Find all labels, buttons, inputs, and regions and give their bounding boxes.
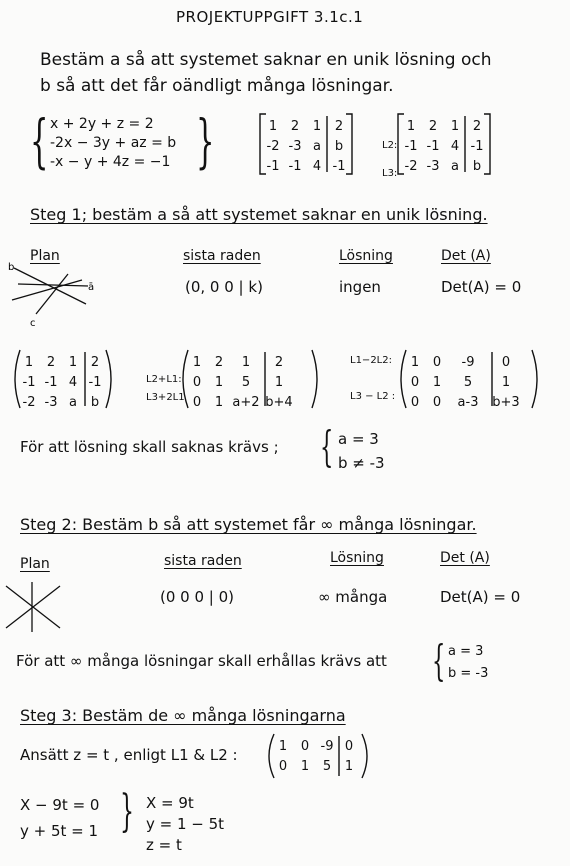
step1-det-value: Det(A) = 0 — [441, 278, 522, 296]
matrix-cell: 1 — [450, 119, 460, 134]
matrix2-right-bracket — [484, 114, 490, 174]
plane-label-c: c — [30, 318, 36, 329]
matrix-cell: a — [451, 159, 459, 174]
step1-matrix-a-left-paren — [15, 350, 20, 408]
matrix2-left-bracket — [398, 114, 404, 174]
step3-eq-left-1: X − 9t = 0 — [20, 796, 100, 814]
step3-text: Ansätt z = t , enligt L1 & L2 : — [20, 746, 238, 764]
matrix-cell: 1 — [241, 355, 251, 370]
step1-cond-b: b ≠ -3 — [338, 454, 385, 472]
step3-eq-right-1: X = 9t — [146, 794, 194, 812]
step1-last-row-value: (0, 0 0 | k) — [185, 278, 263, 296]
matrix-cell: 0 — [501, 355, 511, 370]
matrix-cell: 0 — [278, 759, 288, 774]
matrix-cell: 1 — [268, 119, 278, 134]
step1-matrix-c-left-paren — [401, 350, 406, 408]
matrix-cell: -1 — [22, 375, 36, 390]
matrix-cell: -3 — [44, 395, 58, 410]
matrix-cell: 4 — [312, 159, 322, 174]
matrix-cell: b+4 — [265, 395, 293, 410]
matrix-cell: -1 — [88, 375, 102, 390]
step2-cond-a: a = 3 — [448, 644, 484, 659]
step2-det-value: Det(A) = 0 — [440, 588, 521, 606]
matrix-cell: -1 — [288, 159, 302, 174]
matrix-cell: 2 — [90, 355, 100, 370]
matrix-cell: 5 — [241, 375, 251, 390]
matrix-cell: -3 — [426, 159, 440, 174]
matrix-cell: 5 — [322, 759, 332, 774]
step1-op-c-r3: L3 − L2 : — [350, 391, 396, 402]
matrix-cell: 1 — [344, 759, 354, 774]
equation-2: -2x − 3y + az = b — [50, 135, 177, 151]
step1-col-plan: Plan — [30, 248, 60, 264]
matrix1-left-bracket — [260, 114, 266, 174]
matrix-cell: -9 — [320, 739, 334, 754]
step2-conclusion: För att ∞ många lösningar skall erhållas krävs att — [16, 652, 387, 670]
step1-heading: Steg 1; bestäm a så att systemet saknar en unik lösning. — [30, 205, 488, 224]
matrix-cell: -2 — [266, 139, 280, 154]
plane-label-b: b — [8, 262, 15, 273]
step1-matrix-b-right-paren — [312, 350, 317, 408]
step1-col-det: Det (A) — [441, 248, 491, 264]
matrix-cell: 0 — [432, 395, 442, 410]
step2-col-last-row: sista raden — [164, 553, 242, 569]
plane-label-a: ā — [88, 282, 95, 293]
step1-matrix-b-left-paren — [183, 350, 188, 408]
step3-matrix-left-paren — [269, 734, 274, 778]
intro-line-2: b så att det får oändligt många lösningar. — [40, 76, 394, 96]
step3-matrix-right-paren — [362, 734, 367, 778]
step3-eq-right-2: y = 1 − 5t — [146, 815, 225, 833]
matrix-cell: a+2 — [232, 395, 260, 410]
step3-eq-left-2: y + 5t = 1 — [20, 822, 99, 840]
step2-col-solution: Lösning — [330, 550, 384, 566]
matrix-cell: 0 — [344, 739, 354, 754]
step3-eq-right-3: z = t — [146, 836, 182, 854]
page-title: PROJEKTUPPGIFT 3.1c.1 — [176, 8, 364, 26]
matrix-cell: 1 — [24, 355, 34, 370]
matrix-cell: 1 — [501, 375, 511, 390]
step2-solution-value: ∞ många — [318, 588, 388, 606]
matrix-cell: 2 — [274, 355, 284, 370]
step3-right-brace: } — [120, 786, 134, 837]
matrix-cell: 1 — [68, 355, 78, 370]
step1-solution-value: ingen — [339, 278, 381, 296]
matrix-cell: -9 — [461, 355, 475, 370]
matrix-cell: 1 — [432, 375, 442, 390]
matrix-cell: 1 — [214, 395, 224, 410]
matrix-cell: 2 — [472, 119, 482, 134]
matrix-cell: a — [313, 139, 321, 154]
matrix-cell: 0 — [300, 739, 310, 754]
step1-op-r2: L2+L1: — [146, 374, 182, 385]
step1-op-r3: L3+2L1 — [146, 392, 185, 403]
matrix-cell: -1 — [332, 159, 346, 174]
matrix-cell: 1 — [406, 119, 416, 134]
matrix-cell: -1 — [426, 139, 440, 154]
step1-cond-a: a = 3 — [338, 430, 379, 448]
matrix-cell: 0 — [192, 395, 202, 410]
step1-conclusion: För att lösning skall saknas krävs ; — [20, 438, 279, 456]
step2-col-plan: Plan — [20, 556, 50, 572]
matrix-cell: 0 — [192, 375, 202, 390]
matrix-cell: 0 — [432, 355, 442, 370]
matrix-cell: 1 — [192, 355, 202, 370]
matrix-cell: -3 — [288, 139, 302, 154]
intro-line-1: Bestäm a så att systemet saknar en unik lösning och — [40, 50, 492, 70]
matrix-cell: a — [69, 395, 77, 410]
step2-cond-b: b = -3 — [448, 666, 489, 681]
matrix-cell: 2 — [428, 119, 438, 134]
matrix-cell: 2 — [290, 119, 300, 134]
step1-col-solution: Lösning — [339, 248, 393, 264]
matrix-cell: 0 — [410, 375, 420, 390]
matrix-cell: 5 — [463, 375, 473, 390]
matrix-cell: a-3 — [457, 395, 479, 410]
matrix-cell: -1 — [404, 139, 418, 154]
row-label-l2: L2: — [382, 140, 398, 151]
step3-heading: Steg 3: Bestäm de ∞ många lösningarna — [20, 706, 346, 725]
matrix-cell: -1 — [470, 139, 484, 154]
matrix-cell: 1 — [312, 119, 322, 134]
matrix-cell: 2 — [334, 119, 344, 134]
matrix-cell: 1 — [274, 375, 284, 390]
matrix-cell: b — [472, 159, 482, 174]
system-right-brace: } — [196, 107, 215, 175]
matrix-cell: 1 — [214, 375, 224, 390]
matrix-cell: b — [90, 395, 100, 410]
matrix-cell: 1 — [278, 739, 288, 754]
row-label-l3: L3: — [382, 168, 398, 179]
matrix-cell: -1 — [44, 375, 58, 390]
matrix-cell: 4 — [450, 139, 460, 154]
matrix-cell: b — [334, 139, 344, 154]
matrix-cell: 2 — [46, 355, 56, 370]
matrix-cell: -2 — [22, 395, 36, 410]
matrix-cell: 0 — [410, 395, 420, 410]
step2-cond-brace: { — [432, 636, 446, 685]
matrix-cell: -2 — [404, 159, 418, 174]
matrix1-right-bracket — [346, 114, 352, 174]
step2-heading: Steg 2: Bestäm b så att systemet får ∞ många lösningar. — [20, 515, 477, 534]
matrix-cell: b+3 — [492, 395, 520, 410]
equation-3: -x − y + 4z = −1 — [50, 154, 171, 170]
step1-op-c-r1: L1−2L2: — [350, 355, 392, 366]
step1-cond-brace: { — [320, 422, 334, 471]
matrix-cell: -1 — [266, 159, 280, 174]
step1-col-last-row: sista raden — [183, 248, 261, 264]
step1-matrix-a-right-paren — [106, 350, 111, 408]
step2-col-det: Det (A) — [440, 550, 490, 566]
matrix-cell: 4 — [68, 375, 78, 390]
system-left-brace: { — [30, 107, 49, 175]
matrix-cell: 1 — [300, 759, 310, 774]
step1-matrix-c-right-paren — [532, 350, 537, 408]
equation-1: x + 2y + z = 2 — [50, 116, 154, 132]
matrix-cell: 1 — [410, 355, 420, 370]
step2-last-row-value: (0 0 0 | 0) — [160, 588, 235, 606]
matrix-cell: 2 — [214, 355, 224, 370]
